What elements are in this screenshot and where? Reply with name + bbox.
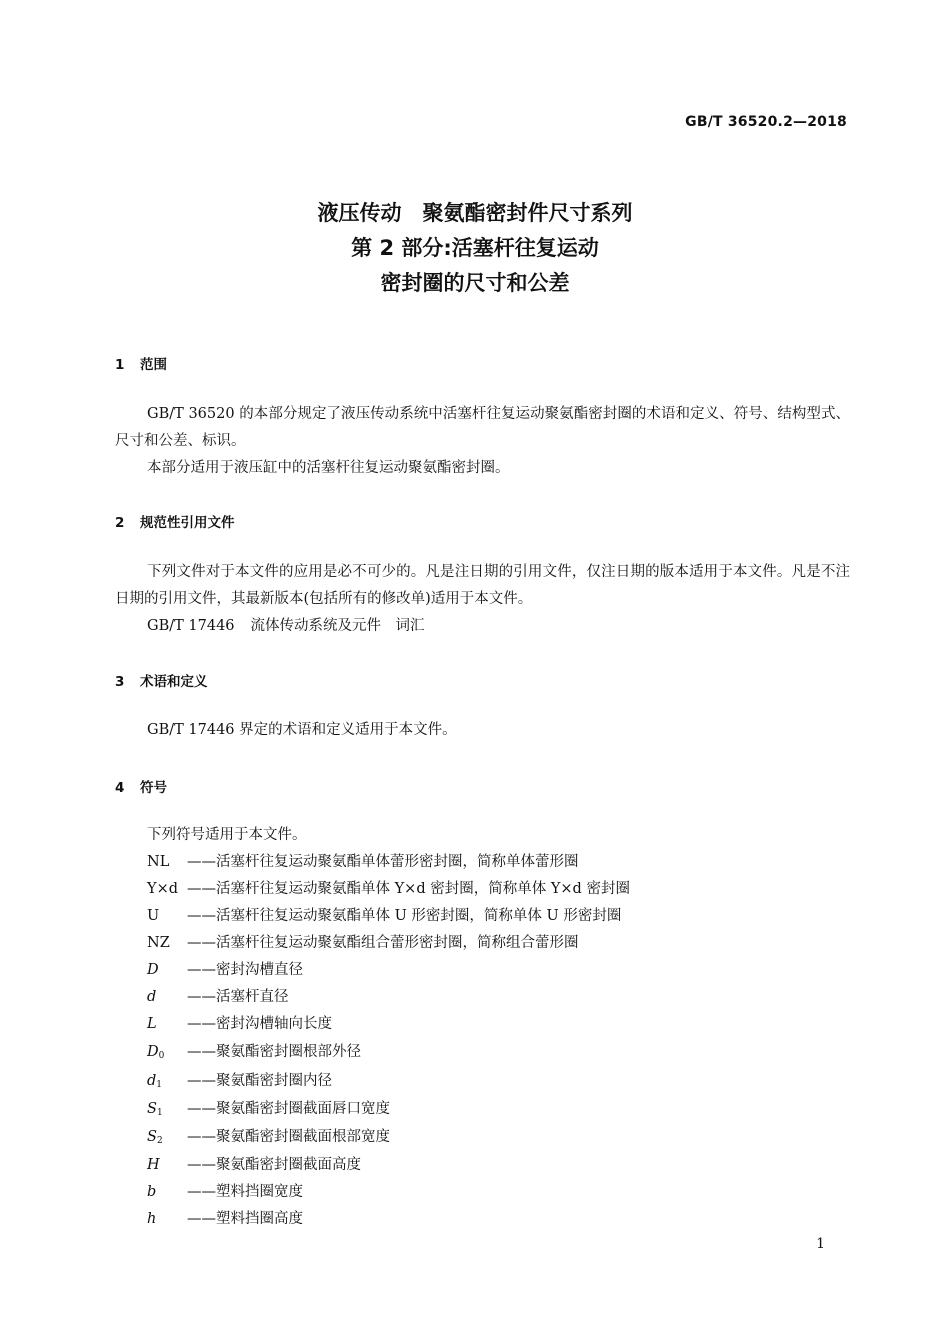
- symbol: U: [147, 908, 160, 924]
- section-number: 2: [115, 515, 125, 531]
- symbol: [147, 1068, 187, 1099]
- symbol: b: [147, 1184, 157, 1200]
- reference-title: 流体传动系统及元件 词汇: [250, 618, 425, 634]
- symbol-row: [147, 1179, 303, 1206]
- symbol-row: [147, 1124, 390, 1151]
- symbol: L: [147, 1016, 157, 1032]
- symbol: [147, 1096, 187, 1127]
- symbol: h: [147, 1211, 157, 1227]
- symbol-description: ——活塞杆直径: [187, 989, 289, 1005]
- symbol: [147, 1039, 187, 1070]
- symbol-row: [147, 984, 289, 1011]
- symbol-subscript: 2: [156, 1136, 163, 1146]
- symbol: H: [147, 1157, 160, 1173]
- symbol-row: [147, 1152, 361, 1179]
- symbol-row: [147, 1068, 332, 1095]
- paragraph-text: GB/T 36520 的本部分规定了液压传动系统中活塞杆往复运动聚氨酯密封圈的术语和定义、符号、结构型式、尺寸和公差、标识。: [115, 406, 850, 449]
- symbol-base: S: [147, 1101, 157, 1117]
- document-title: [0, 196, 950, 301]
- symbol-row: [147, 1096, 390, 1123]
- symbol-description: ——塑料挡圈高度: [187, 1211, 303, 1227]
- section-1-paragraph-1: [115, 401, 850, 455]
- section-number: 3: [115, 674, 125, 690]
- symbol-description: ——活塞杆往复运动聚氨酯组合蕾形密封圈，简称组合蕾形圈: [187, 935, 579, 951]
- symbol-description: ——塑料挡圈宽度: [187, 1184, 303, 1200]
- section-1-heading: [115, 353, 167, 373]
- section-1-paragraph-2: 本部分适用于液压缸中的活塞杆往复运动聚氨酯密封圈。: [147, 460, 510, 476]
- symbol: D: [147, 962, 159, 978]
- symbol-description: ——密封沟槽轴向长度: [187, 1016, 332, 1032]
- symbol-description: ——活塞杆往复运动聚氨酯单体 Y×d 密封圈，简称单体 Y×d 密封圈: [187, 881, 630, 897]
- symbol-description: ——聚氨酯密封圈截面唇口宽度: [187, 1101, 390, 1117]
- symbol: [147, 1124, 187, 1155]
- symbol-subscript: 1: [156, 1108, 163, 1118]
- symbol-description: ——聚氨酯密封圈截面高度: [187, 1157, 361, 1173]
- page-number: 1: [816, 1236, 825, 1252]
- symbol-subscript: 0: [158, 1051, 165, 1061]
- symbol-row: [147, 849, 579, 876]
- symbol-description: ——聚氨酯密封圈截面根部宽度: [187, 1129, 390, 1145]
- symbol: NL: [147, 854, 170, 870]
- symbols-intro: 下列符号适用于本文件。: [147, 827, 307, 843]
- symbol-subscript: 1: [156, 1080, 163, 1090]
- symbol-description: ——活塞杆往复运动聚氨酯单体 U 形密封圈，简称单体 U 形密封圈: [187, 908, 622, 924]
- title-line-1: 液压传动 聚氨酯密封件尺寸系列: [317, 201, 633, 225]
- section-title: 范围: [140, 357, 167, 373]
- section-4-heading: [115, 776, 167, 796]
- symbol: Y×d: [147, 881, 179, 897]
- symbol-description: ——密封沟槽直径: [187, 962, 303, 978]
- symbol-row: [147, 903, 621, 930]
- symbol-row: [147, 876, 630, 903]
- symbol-description: ——聚氨酯密封圈内径: [187, 1073, 332, 1089]
- section-title: 规范性引用文件: [140, 515, 235, 531]
- symbol-row: [147, 1206, 303, 1233]
- symbol: NZ: [147, 935, 170, 951]
- normative-reference: [147, 613, 425, 640]
- symbol-row: [147, 1039, 361, 1066]
- title-line-3: 密封圈的尺寸和公差: [380, 271, 570, 295]
- section-2-heading: [115, 511, 235, 531]
- symbol-description: ——聚氨酯密封圈根部外径: [187, 1044, 361, 1060]
- section-number: 4: [115, 780, 125, 796]
- standard-number: GB/T 36520.2—2018: [685, 114, 847, 130]
- title-line-2: 第 2 部分:活塞杆往复运动: [351, 236, 599, 260]
- symbol-row: [147, 1011, 332, 1038]
- symbol: d: [147, 989, 157, 1005]
- section-title: 术语和定义: [140, 674, 208, 690]
- section-title: 符号: [140, 780, 167, 796]
- reference-code: GB/T 17446: [147, 618, 235, 634]
- symbol-base: d: [147, 1073, 157, 1089]
- symbol-description: ——活塞杆往复运动聚氨酯单体蕾形密封圈，简称单体蕾形圈: [187, 854, 579, 870]
- symbol-base: S: [147, 1129, 157, 1145]
- symbol-row: [147, 930, 579, 957]
- section-3-paragraph-1: GB/T 17446 界定的术语和定义适用于本文件。: [147, 722, 457, 738]
- section-number: 1: [115, 357, 125, 373]
- symbol-base: D: [147, 1044, 159, 1060]
- symbol-row: [147, 957, 303, 984]
- paragraph-text: 下列文件对于本文件的应用是必不可少的。凡是注日期的引用文件，仅注日期的版本适用于本文件。凡是不注日期的引用文件，其最新版本(包括所有的修改单)适用于本文件。: [115, 564, 850, 607]
- section-2-paragraph-1: [115, 559, 850, 613]
- section-3-heading: [115, 670, 208, 690]
